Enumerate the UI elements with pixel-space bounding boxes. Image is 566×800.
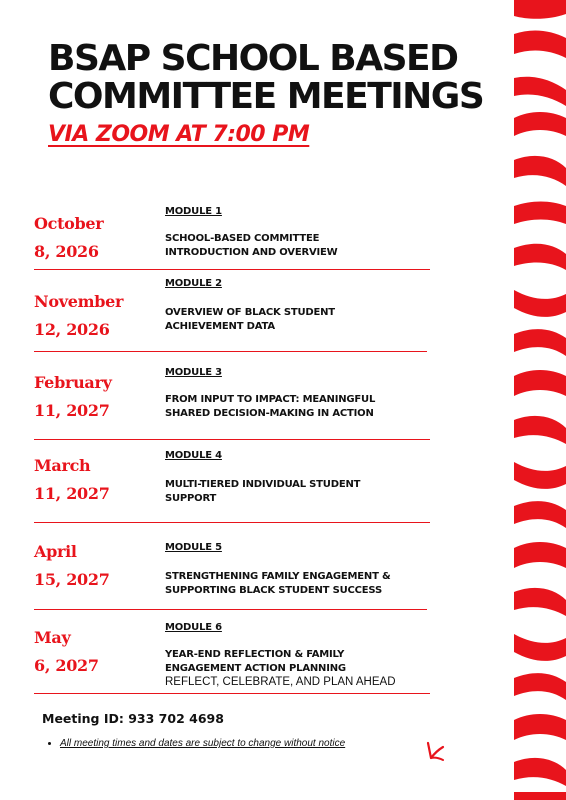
row-divider: [34, 609, 427, 610]
module-label: MODULE 3: [165, 367, 222, 378]
meeting-date: [34, 210, 162, 266]
title-line-1: BSAP SCHOOL BASED: [48, 38, 458, 79]
meeting-date-line-2: 15, 2027: [34, 570, 110, 589]
meeting-date-line-1: February: [34, 373, 112, 392]
module-description-line-1: SCHOOL-BASED COMMITTEE: [165, 233, 320, 244]
module-description-line-1: STRENGTHENING FAMILY ENGAGEMENT &: [165, 571, 391, 582]
module-description-line-1: OVERVIEW OF BLACK STUDENT: [165, 307, 335, 318]
module-description-line-2: SUPPORTING BLACK STUDENT SUCCESS: [165, 585, 382, 596]
meeting-date: [34, 369, 162, 425]
page-subtitle: VIA ZOOM AT 7:00 PM: [48, 122, 310, 147]
meeting-date-line-2: 11, 2027: [34, 484, 110, 503]
row-divider: [34, 351, 427, 352]
meeting-date-line-2: 6, 2027: [34, 656, 99, 675]
module-label: MODULE 4: [165, 450, 222, 461]
module-description-line-2: SUPPORT: [165, 493, 217, 504]
meeting-date-line-1: March: [34, 456, 91, 475]
module-label: MODULE 6: [165, 622, 222, 633]
module-tagline: REFLECT, CELEBRATE, AND PLAN AHEAD: [165, 676, 396, 688]
row-divider: [34, 269, 430, 270]
row-divider: [34, 693, 430, 694]
meeting-date: [34, 624, 162, 680]
meeting-date-line-1: October: [34, 214, 104, 233]
module-description-line-1: YEAR-END REFLECTION & FAMILY: [165, 649, 345, 660]
meeting-date-line-1: April: [34, 542, 77, 561]
meeting-date-line-2: 8, 2026: [34, 242, 99, 261]
meeting-date-line-2: 11, 2027: [34, 401, 110, 420]
module-description: [165, 393, 430, 421]
page-title: [48, 40, 498, 116]
module-description: [165, 570, 430, 598]
red-check-mark-icon: [424, 740, 446, 762]
meeting-date: [34, 452, 162, 508]
meeting-date: [34, 288, 162, 344]
module-description-line-2: ACHIEVEMENT DATA: [165, 321, 275, 332]
module-label: MODULE 5: [165, 542, 222, 553]
change-notice: • All meeting times and dates are subject to change without notice: [60, 738, 345, 749]
notes-list: [46, 738, 345, 749]
module-description-line-1: FROM INPUT TO IMPACT: MEANINGFUL: [165, 394, 376, 405]
module-description: [165, 306, 430, 334]
module-description: [165, 232, 430, 260]
module-description-line-2: SHARED DECISION-MAKING IN ACTION: [165, 408, 374, 419]
red-wave-stripes-decoration: [514, 0, 566, 800]
module-description-line-2: ENGAGEMENT ACTION PLANNING: [165, 663, 346, 674]
meeting-id: Meeting ID: 933 702 4698: [42, 711, 224, 726]
module-description-line-2: INTRODUCTION AND OVERVIEW: [165, 247, 338, 258]
row-divider: [34, 439, 430, 440]
module-label: MODULE 1: [165, 206, 222, 217]
meeting-date-line-1: May: [34, 628, 71, 647]
module-description-line-1: MULTI-TIERED INDIVIDUAL STUDENT: [165, 479, 361, 490]
title-line-2: COMMITTEE MEETINGS: [48, 76, 484, 117]
row-divider: [34, 522, 430, 523]
meeting-date-line-1: November: [34, 292, 124, 311]
meeting-date: [34, 538, 162, 594]
module-label: MODULE 2: [165, 278, 222, 289]
module-description: [165, 478, 430, 506]
module-description: [165, 648, 430, 676]
meeting-date-line-2: 12, 2026: [34, 320, 110, 339]
